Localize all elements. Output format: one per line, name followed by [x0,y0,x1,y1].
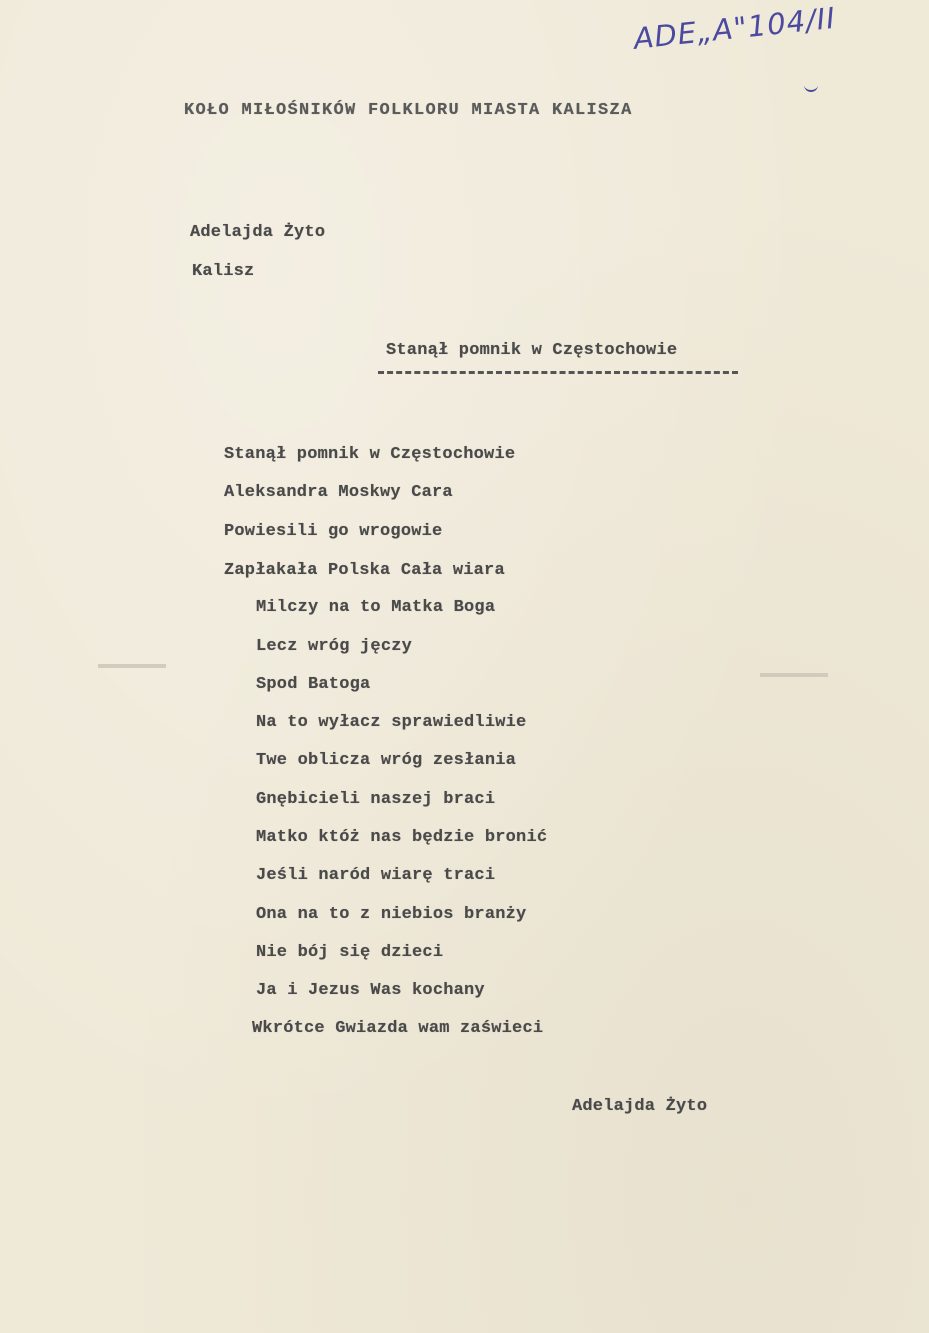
poem-line: Ona na to z niebios branży [256,905,527,924]
poem-line: Gnębicieli naszej braci [256,790,496,809]
poem-line: Ja i Jezus Was kochany [256,981,485,1000]
place-name: Kalisz [192,262,255,281]
paper-fold-mark-left [98,664,166,668]
poem-line: Spod Batoga [256,675,371,694]
author-name: Adelajda Żyto [190,223,326,242]
poem-line: Stanął pomnik w Częstochowie [224,445,516,464]
poem-line: Twe oblicza wróg zesłania [256,751,517,770]
poem-line: Nie bój się dzieci [256,943,444,962]
poem-line: Zapłakała Polska Cała wiara [224,561,505,580]
poem-title: Stanął pomnik w Częstochowie [386,341,678,360]
poem-line: Aleksandra Moskwy Cara [224,483,453,502]
poem-line: Lecz wróg jęczy [256,637,413,656]
organization-header: KOŁO MIŁOŚNIKÓW FOLKLORU MIASTA KALISZA [184,101,633,120]
poem-line: Powiesili go wrogowie [224,522,443,541]
author-signature: Adelajda Żyto [572,1097,708,1116]
archive-mark-underline [804,80,818,92]
poem-line: Matko któż nas będzie bronić [256,828,548,847]
archive-signature-mark: ADE„A"104/II [632,0,838,56]
poem-line: Milczy na to Matka Boga [256,598,496,617]
title-dashed-underline [378,371,738,374]
poem-line: Na to wyłacz sprawiedliwie [256,713,527,732]
poem-line: Jeśli naród wiarę traci [256,866,496,885]
paper-fold-mark-right [760,673,828,677]
poem-line: Wkrótce Gwiazda wam zaświeci [252,1019,544,1038]
